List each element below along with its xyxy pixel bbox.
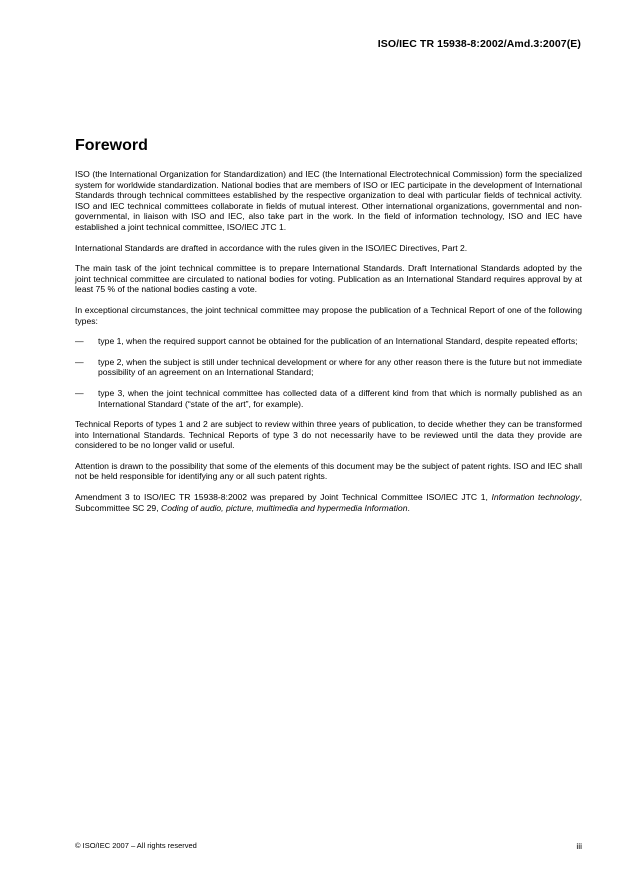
list-item	[75, 388, 582, 409]
list-dash: —	[75, 356, 84, 367]
amendment-text-1: Amendment 3 to ISO/IEC TR 15938-8:2002 was prepared by Joint Technical Committee ISO/IEC JTC 1,	[75, 492, 492, 503]
foreword-section	[75, 137, 582, 523]
copyright-notice: © ISO/IEC 2007 – All rights reserved	[75, 841, 197, 850]
list-item	[75, 336, 582, 347]
paragraph-iso-iec-intro: ISO (the International Organization for Standardization) and IEC (the International Electrotechnical Commission) form the specialized system for worldwide standardization. National bodies that are members of ISO or IEC participate in the development of International Standards through technical committees established by the respective organization to deal with particular fields of technical activity. ISO and IEC technical committees collaborate in fields of mutual interest. Other international organizations, governmental and non-governmental, in liaison with ISO and IEC, also take part in the work. In the field of information technology, ISO and IEC have established a joint technical committee, ISO/IEC JTC 1.	[75, 169, 582, 232]
amendment-text-2: , Subcommittee SC 29,	[75, 492, 582, 513]
paragraph-patent: Attention is drawn to the possibility that some of the elements of this document may be the subject of patent rights. ISO and IEC shall not be held responsible for identifying any or all such patent rights.	[75, 460, 582, 482]
paragraph-main-task: The main task of the joint technical committee is to prepare International Standards. Draft International Standards adopted by the joint technical committee are circulated to national bodies for voting. Publication as an International Standard requires approval by at least 75 % of the national bodies casting a vote.	[75, 263, 582, 295]
list-item	[75, 357, 582, 378]
report-types-list	[75, 336, 582, 409]
paragraph-amendment	[75, 492, 582, 513]
amendment-italic-1: Information technology	[491, 492, 580, 503]
amendment-italic-2: Coding of audio, picture, multimedia and hypermedia Information	[160, 502, 408, 513]
list-item-text: type 1, when the required support cannot be obtained for the publication of an International Standard, despite repeated efforts;	[98, 336, 578, 347]
paragraph-exceptional: In exceptional circumstances, the joint technical committee may propose the publication of a Technical Report of one of the following types:	[75, 304, 582, 326]
list-dash: —	[75, 387, 84, 398]
paragraph-directives: International Standards are drafted in accordance with the rules given in the ISO/IEC Directives, Part 2.	[75, 242, 468, 253]
list-dash: —	[75, 336, 84, 347]
list-item-text: type 2, when the subject is still under technical development or where for any other reason there is the future but not immediate possibility of an agreement on an International Standard;	[98, 356, 582, 378]
list-item-text: type 3, when the joint technical committee has collected data of a different kind from that which is normally published as an International Standard (“state of the art”, for example).	[98, 387, 582, 409]
paragraph-review: Technical Reports of types 1 and 2 are subject to review within three years of publication, to decide whether they can be transformed into International Standards. Technical Reports of type 3 do not necessarily have to be reviewed until the data they provide are considered to be no longer valid or useful.	[75, 419, 582, 451]
amendment-text-3: .	[407, 502, 410, 513]
document-identifier: ISO/IEC TR 15938-8:2002/Amd.3:2007(E)	[377, 38, 581, 50]
page-number: iii	[576, 841, 582, 851]
page-title: Foreword	[75, 137, 148, 154]
